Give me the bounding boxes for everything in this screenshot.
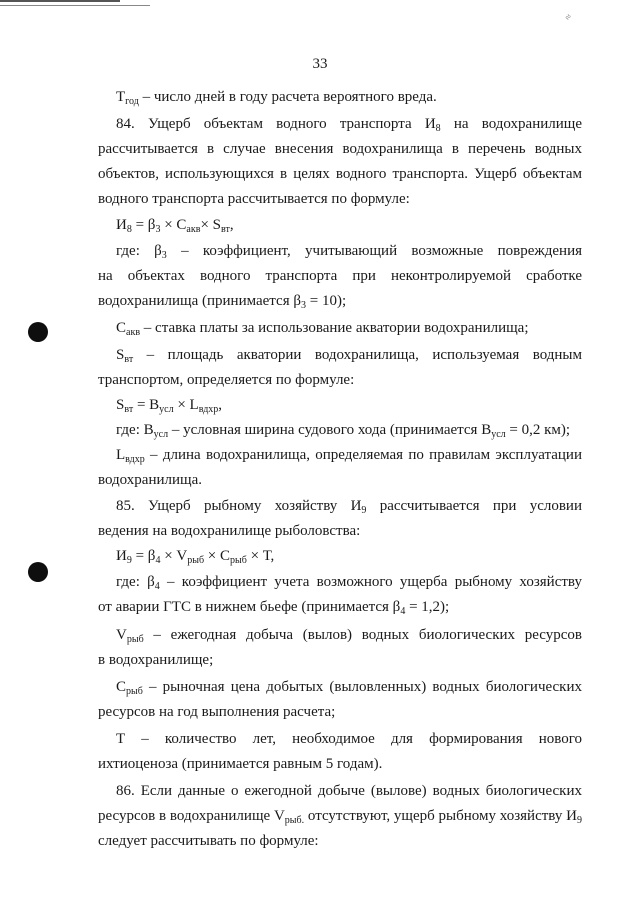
subscript: 3 — [161, 250, 167, 261]
text-segment: транспортом, определяется по формуле: — [98, 372, 355, 388]
text-line — [98, 625, 582, 645]
text-segment: следует рассчитывать по формуле: — [98, 833, 319, 849]
subscript: усл — [491, 429, 506, 440]
text-segment: – ставка платы за использование акватории водохранилища; — [140, 320, 529, 336]
subscript: акв — [126, 327, 141, 338]
text-line — [98, 345, 582, 365]
text-segment: водного транспорта рассчитывается по формуле: — [98, 191, 410, 207]
text-segment: = β — [131, 217, 156, 233]
subscript: 3 — [155, 224, 161, 235]
text-line — [98, 546, 582, 566]
text-segment: на водохранилище — [440, 116, 582, 132]
text-segment: 85. Ущерб рыбному хозяйству И — [116, 498, 362, 514]
text-line — [98, 318, 582, 338]
text-line — [98, 702, 582, 722]
text-segment: где: β — [116, 243, 162, 259]
subscript: 4 — [154, 581, 160, 592]
subscript: 3 — [300, 300, 306, 311]
text-line — [98, 677, 582, 697]
text-line — [98, 572, 582, 592]
subscript: 9 — [126, 555, 132, 566]
text-segment: × Т, — [246, 548, 275, 564]
punch-hole-lower — [28, 562, 48, 582]
text-line — [98, 87, 582, 107]
text-segment: × S — [200, 217, 221, 233]
text-line — [98, 139, 582, 159]
subscript: вт — [124, 404, 134, 415]
text-segment: 86. Если данные о ежегодной добыче (вылове) водных биологических — [116, 783, 582, 799]
subscript: вт — [221, 224, 230, 235]
subscript: акв — [186, 224, 201, 235]
subscript: усл — [153, 429, 169, 440]
subscript: вт — [124, 354, 134, 365]
top-rule — [0, 0, 120, 2]
text-segment: на объектах водного транспорта при неконтролируемой сработке — [98, 268, 582, 284]
text-line — [98, 650, 582, 670]
subscript: 4 — [155, 555, 161, 566]
text-segment: – площадь акватории водохранилища, используемая водным — [133, 347, 582, 363]
text-segment: водохранилища (принимается β — [98, 293, 301, 309]
subscript: 9 — [577, 815, 582, 826]
text-segment: L — [116, 447, 126, 463]
text-segment: где: β — [116, 574, 155, 590]
text-segment: × L — [173, 397, 199, 413]
text-segment: Т – количество лет, необходимое для формирования нового — [116, 731, 582, 747]
text-segment: ресурсов в водохранилище V — [98, 808, 285, 824]
text-segment: ресурсов на год выполнения расчета; — [98, 704, 336, 720]
text-segment: 84. Ущерб объектам водного транспорта И — [116, 116, 436, 132]
text-line — [98, 395, 582, 415]
text-segment: И — [116, 217, 127, 233]
text-line — [98, 781, 582, 801]
text-segment: С — [116, 320, 127, 336]
subscript: 9 — [361, 505, 367, 516]
text-segment: × С — [160, 217, 187, 233]
text-segment: × С — [204, 548, 231, 564]
text-segment: отсутствуют, ущерб рыбному хозяйству И — [304, 808, 577, 824]
text-line — [98, 831, 582, 851]
subscript: рыб — [126, 634, 144, 645]
text-segment: = 1,2); — [405, 599, 450, 615]
text-line — [98, 189, 582, 209]
text-segment: Т — [116, 89, 126, 105]
text-line — [98, 754, 582, 774]
text-line — [98, 215, 582, 235]
text-segment: ихтиоценоза (принимается равным 5 годам). — [98, 756, 383, 772]
subscript: 8 — [435, 123, 441, 134]
text-line — [98, 291, 582, 311]
subscript: рыб — [126, 686, 143, 697]
text-line — [98, 597, 582, 617]
text-line — [98, 420, 582, 440]
text-line — [98, 445, 582, 465]
text-segment: рассчитывается при условии — [366, 498, 582, 514]
text-line — [98, 521, 582, 541]
text-line — [98, 470, 582, 490]
top-rule-secondary — [0, 5, 150, 6]
text-segment: – ежегодная добыча (вылов) водных биологических ресурсов — [143, 627, 582, 643]
text-segment: водохранилища. — [98, 472, 202, 488]
subscript: 4 — [400, 606, 406, 617]
text-line — [98, 241, 582, 261]
text-segment: S — [116, 397, 125, 413]
page-number: 33 — [312, 56, 328, 72]
subscript: вдхр — [198, 404, 219, 415]
scan-corner-mark: ≈ — [562, 12, 575, 23]
text-line — [98, 370, 582, 390]
text-segment: И — [116, 548, 127, 564]
text-segment: объектов, использующихся в целях водного транспорта. Ущерб объектам — [98, 166, 582, 182]
text-segment: где: В — [116, 422, 154, 438]
text-line — [98, 496, 582, 516]
text-line — [98, 266, 582, 286]
text-segment: , — [229, 217, 234, 233]
text-segment: от аварии ГТС в нижнем бьефе (принимается β — [98, 599, 401, 615]
text-line — [98, 114, 582, 134]
text-segment: – коэффициент, учитывающий возможные повреждения — [166, 243, 582, 259]
subscript: вдхр — [125, 454, 145, 465]
subscript: рыб — [230, 555, 247, 566]
subscript: усл — [159, 404, 174, 415]
subscript: рыб — [187, 555, 205, 566]
text-segment: – длина водохранилища, определяемая по правилам эксплуатации — [144, 447, 582, 463]
subscript: 8 — [126, 224, 132, 235]
text-segment: С — [116, 679, 127, 695]
text-segment: в водохранилище; — [98, 652, 214, 668]
text-segment: рассчитывается в случае внесения водохранилища в перечень водных — [98, 141, 582, 157]
subscript: год — [125, 96, 139, 107]
text-line — [98, 164, 582, 184]
text-segment: – рыночная цена добытых (выловленных) водных биологических — [142, 679, 582, 695]
text-segment: = В — [133, 397, 160, 413]
subscript: рыб. — [284, 815, 305, 826]
text-segment: – коэффициент учета возможного ущерба рыбному хозяйству — [159, 574, 582, 590]
text-segment: × V — [160, 548, 188, 564]
text-segment: = 10); — [305, 293, 347, 309]
text-segment: = β — [131, 548, 156, 564]
text-segment: V — [116, 627, 127, 643]
text-line — [98, 729, 582, 749]
punch-hole-upper — [28, 322, 48, 342]
text-segment: ведения на водохранилище рыболовства: — [98, 523, 361, 539]
text-segment: – число дней в году расчета вероятного вреда. — [138, 89, 437, 105]
text-segment: = 0,2 км); — [505, 422, 571, 438]
text-segment: , — [218, 397, 223, 413]
text-segment: S — [116, 347, 125, 363]
text-segment: – условная ширина судового хода (принимается В — [168, 422, 492, 438]
text-line — [98, 806, 582, 826]
